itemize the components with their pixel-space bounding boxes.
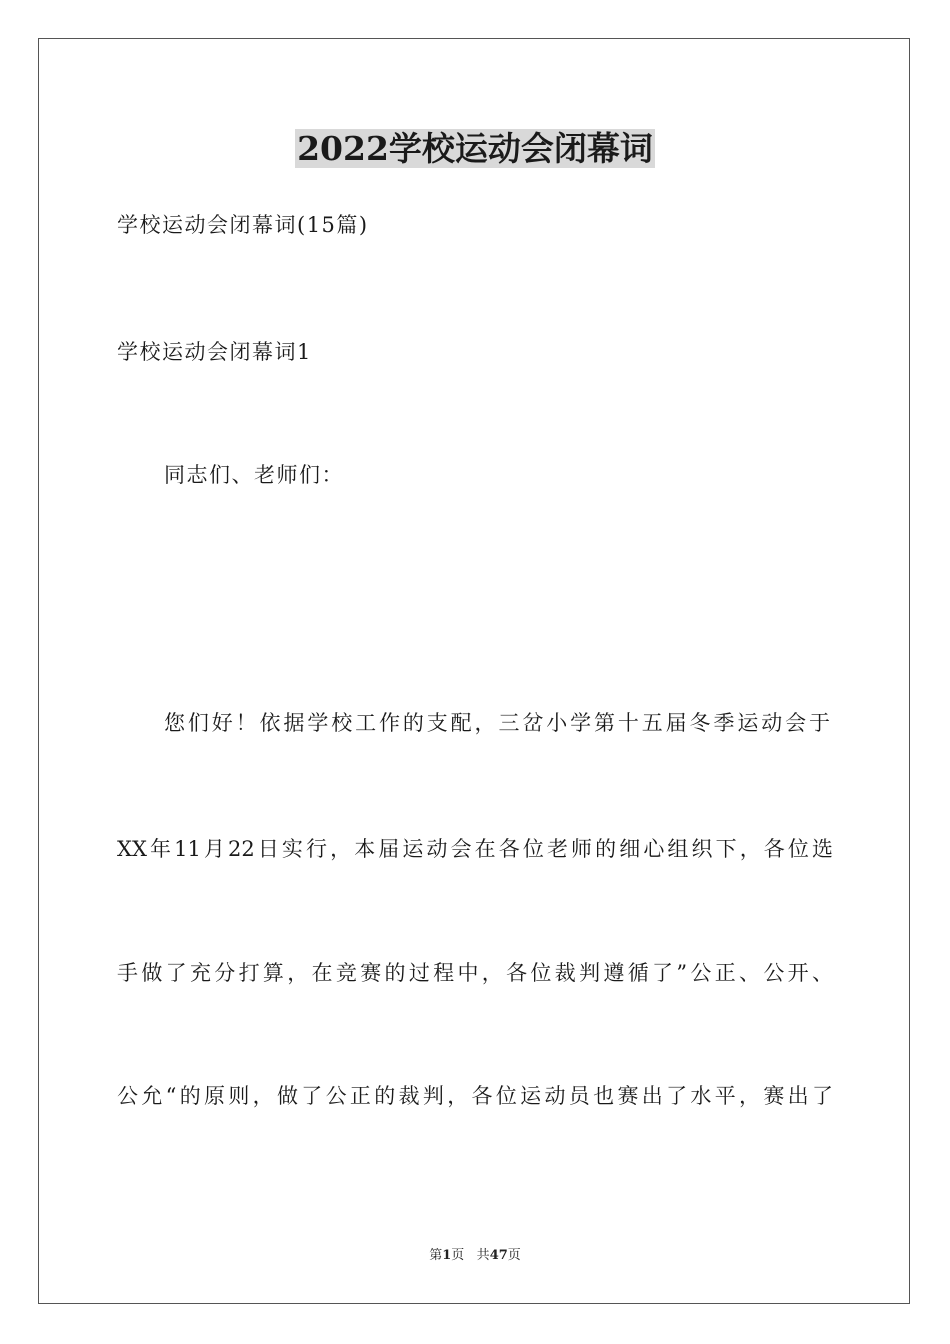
- paragraph-line: XX年11月22日实行，本届运动会在各位老师的细心组织下，各位选: [117, 837, 833, 861]
- footer-total-prefix: 共: [476, 1248, 490, 1263]
- salutation: 同志们、老师们：: [164, 463, 344, 487]
- paragraph-line: 您们好！依据学校工作的支配，三岔小学第十五届冬季运动会于: [164, 711, 830, 735]
- document-title-text: 2022学校运动会闭幕词: [297, 129, 653, 168]
- footer-total-suffix: 页: [507, 1248, 521, 1263]
- footer-page-number: 1: [442, 1248, 452, 1263]
- section-heading: 学校运动会闭幕词1: [117, 340, 312, 364]
- footer-page-suffix: 页: [451, 1248, 465, 1263]
- document-title: [0, 126, 950, 172]
- footer-page-prefix: 第: [429, 1248, 443, 1263]
- paragraph-line: 手做了充分打算，在竞赛的过程中，各位裁判遵循了”公正、公开、: [117, 961, 833, 985]
- paragraph-line: 公允“的原则，做了公正的裁判，各位运动员也赛出了水平，赛出了: [117, 1084, 833, 1108]
- document-subtitle: 学校运动会闭幕词(15篇): [117, 213, 369, 237]
- page-footer: [0, 1246, 950, 1266]
- footer-total-pages: 47: [489, 1248, 508, 1263]
